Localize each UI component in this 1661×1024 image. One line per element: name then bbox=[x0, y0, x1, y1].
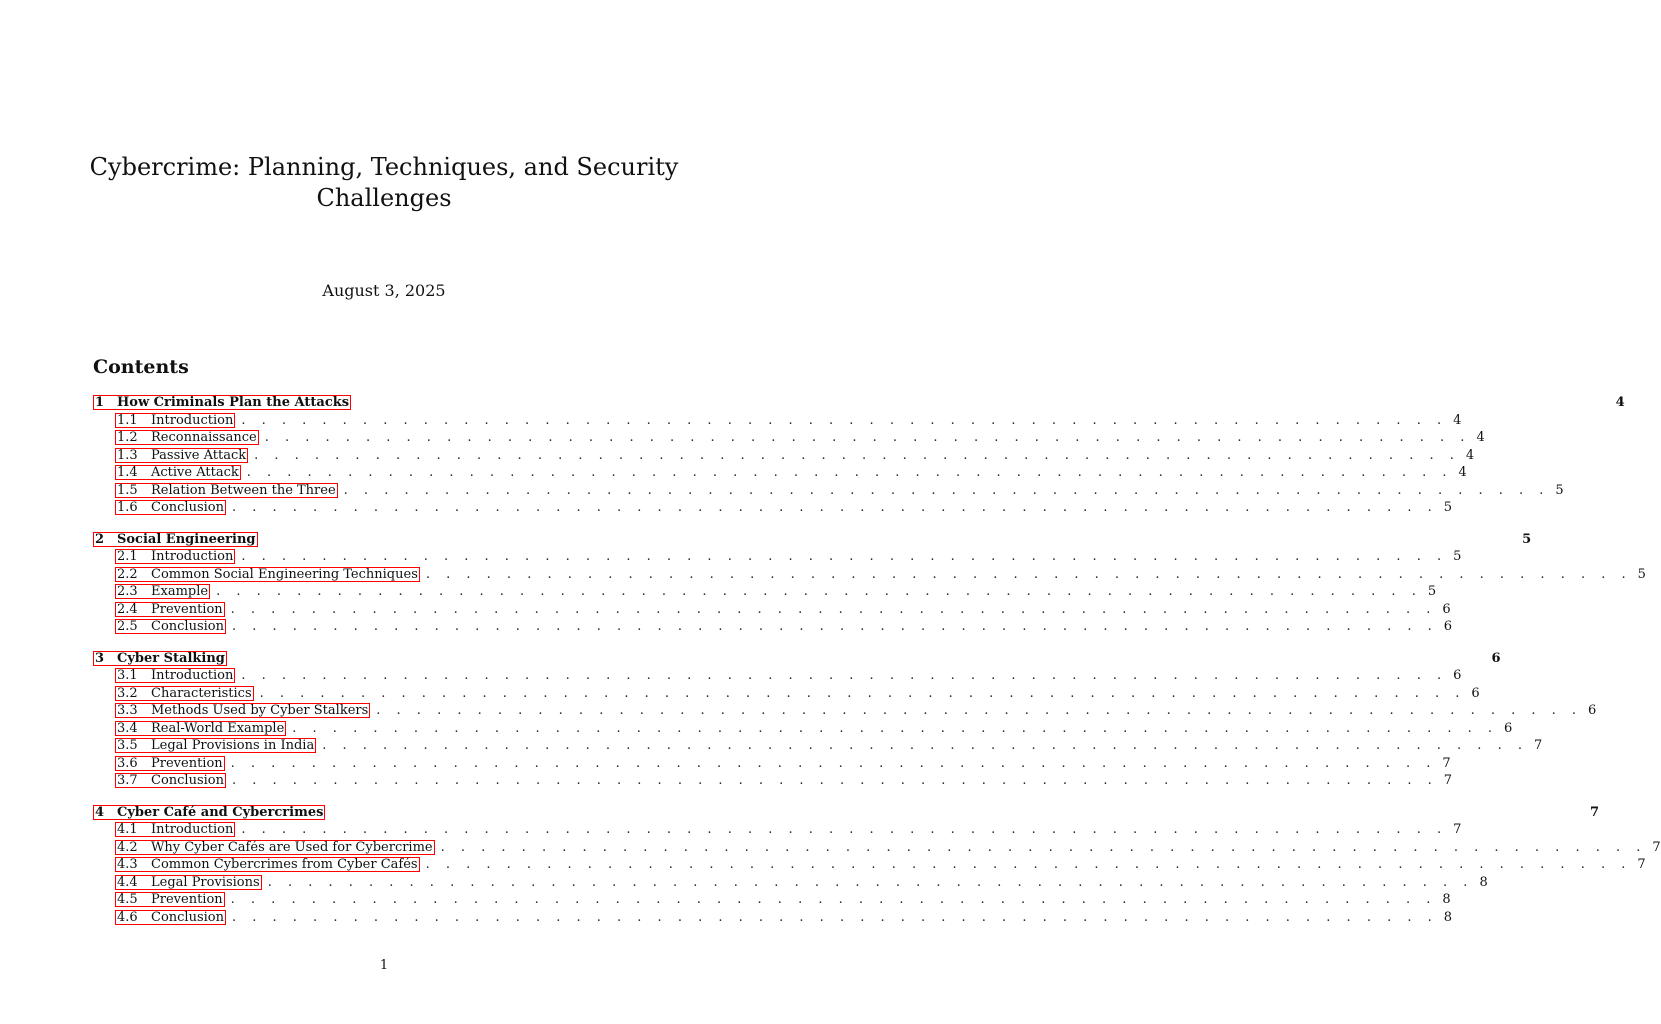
toc-section-page: 5 bbox=[1522, 531, 1532, 547]
toc-section-page: 7 bbox=[1590, 804, 1600, 820]
toc-leader: . . . . . . . . . . . . . . . . . . . . . . . . . . . . . . . . . . . . . . . . . . . . . . . . . . . . . . . . . . . . bbox=[232, 619, 1438, 634]
toc-subsection-row bbox=[93, 465, 1467, 483]
toc-subsection-page: 7 bbox=[1637, 857, 1646, 872]
toc-subsection-row bbox=[93, 412, 1462, 431]
page-number: 1 bbox=[379, 958, 389, 973]
toc-leader: . . . . . . . . . . . . . . . . . . . . . . . . . . . . . . . . . . . . . . . . . . . . . . . . . . . . . . . . . . . . bbox=[230, 755, 1437, 771]
toc-section-link[interactable] bbox=[93, 805, 325, 820]
toc-subsection-title: Introduction bbox=[151, 549, 234, 564]
toc-subsection-link[interactable] bbox=[115, 686, 254, 701]
toc-subsection-number: 3.1 bbox=[117, 668, 138, 683]
toc-subsection-title: Reconnaissance bbox=[151, 430, 257, 445]
toc-subsection-number: 3.4 bbox=[117, 720, 138, 736]
toc-leader: . . . . . . . . . . . . . . . . . . . . . . . . . . . . . . . . . . . . . . . . . . . . . . . . . . . . . . . . . . . . bbox=[241, 822, 1448, 837]
toc-section-title: Cyber Café and Cybercrimes bbox=[117, 804, 324, 820]
toc-leader: . . . . . . . . . . . . . . . . . . . . . . . . . . . . . . . . . . . . . . . . . . . . . . . . . . . . . . . . . . . . bbox=[264, 430, 1471, 445]
toc-subsection-number: 4.3 bbox=[117, 857, 138, 872]
toc-subsection-row bbox=[93, 857, 1646, 875]
toc-subsection-number: 2.1 bbox=[117, 549, 138, 564]
toc-subsection-title: Example bbox=[151, 584, 209, 599]
toc-subsection-link[interactable] bbox=[115, 892, 225, 907]
toc-subsection-title: Conclusion bbox=[151, 619, 224, 634]
toc-subsection-row bbox=[93, 909, 1453, 928]
toc-subsection-title: Conclusion bbox=[151, 773, 224, 788]
toc-section bbox=[93, 804, 1661, 928]
toc-subsection-page: 4 bbox=[1453, 412, 1462, 428]
toc-subsection-title: Characteristics bbox=[151, 685, 252, 701]
toc-section-number: 3 bbox=[95, 650, 105, 666]
toc-subsection-row bbox=[93, 720, 1513, 739]
toc-subsection-link[interactable] bbox=[115, 822, 235, 837]
toc-subsection-title: Methods Used by Cyber Stalkers bbox=[151, 703, 369, 718]
toc-subsection-title: Common Cybercrimes from Cyber Cafés bbox=[151, 857, 418, 872]
toc-subsection-number: 2.4 bbox=[117, 601, 138, 617]
toc-subsection-row bbox=[93, 755, 1451, 774]
toc-section-row bbox=[93, 804, 1600, 823]
toc-section-row bbox=[93, 395, 1625, 413]
toc-subsection-title: Introduction bbox=[151, 412, 234, 428]
toc-section-link[interactable] bbox=[93, 532, 258, 547]
toc-leader: . . . . . . . . . . . . . . . . . . . . . . . . . . . . . . . . . . . . . . . . . . . . . . . . . . . . . . . . . . . . bbox=[232, 773, 1438, 788]
toc-section-title: Cyber Stalking bbox=[117, 650, 225, 666]
toc-subsection-row bbox=[93, 430, 1485, 448]
toc-section-number: 4 bbox=[95, 804, 105, 820]
toc-subsection-page: 4 bbox=[1458, 465, 1467, 480]
toc-subsection-link[interactable] bbox=[115, 738, 316, 753]
toc-subsection-page: 7 bbox=[1442, 755, 1451, 771]
toc-subsection-number: 1.6 bbox=[117, 500, 138, 515]
toc-section-row bbox=[93, 650, 1501, 669]
toc-subsection-row bbox=[93, 619, 1453, 637]
toc-leader: . . . . . . . . . . . . . . . . . . . . . . . . . . . . . . . . . . . . . . . . . . . . . . . . . . . . . . . . . . . . bbox=[216, 584, 1422, 599]
toc-subsection-page: 8 bbox=[1479, 874, 1488, 890]
toc-subsection-number: 1.2 bbox=[117, 430, 138, 445]
toc-subsection-number: 1.5 bbox=[117, 482, 138, 498]
toc-section-page: 6 bbox=[1491, 650, 1501, 666]
toc-section-link[interactable] bbox=[93, 395, 351, 410]
toc-subsection-link[interactable] bbox=[115, 910, 226, 925]
toc-subsection-row bbox=[93, 482, 1564, 501]
toc-subsection-title: Legal Provisions in India bbox=[151, 738, 315, 753]
toc-leader: . . . . . . . . . . . . . . . . . . . . . . . . . . . . . . . . . . . . . . . . . . . . . . . . . . . . . . . . . . . . bbox=[425, 857, 1632, 872]
toc-leader: . . . . . . . . . . . . . . . . . . . . . . . . . . . . . . . . . . . . . . . . . . . . . . . . . . . . . . . . . . . . bbox=[440, 839, 1647, 855]
toc-leader: . . . . . . . . . . . . . . . . . . . . . . . . . . . . . . . . . . . . . . . . . . . . . . . . . . . . . . . . . . . . bbox=[230, 892, 1437, 907]
toc-leader: . . . . . . . . . . . . . . . . . . . . . . . . . . . . . . . . . . . . . . . . . . . . . . . . . . . . . . . . . . . . bbox=[343, 482, 1550, 498]
toc-subsection-page: 4 bbox=[1465, 447, 1475, 463]
toc-section-link[interactable] bbox=[93, 651, 227, 666]
toc-subsection-row bbox=[93, 703, 1597, 721]
toc-subsection-page: 7 bbox=[1652, 839, 1661, 855]
toc-subsection-link[interactable] bbox=[115, 549, 235, 564]
toc-section-page: 4 bbox=[1615, 395, 1625, 410]
toc-section-number: 1 bbox=[95, 395, 105, 410]
toc-subsection-page: 7 bbox=[1533, 738, 1543, 753]
toc-leader: . . . . . . . . . . . . . . . . . . . . . . . . . . . . . . . . . . . . . . . . . . . . . . . . . . . . . . . . . . . . bbox=[425, 566, 1632, 582]
toc-subsection-page: 5 bbox=[1555, 482, 1564, 498]
toc-subsection-row bbox=[93, 500, 1453, 518]
toc-subsection-link[interactable] bbox=[115, 756, 225, 771]
toc-subsection-row bbox=[93, 549, 1462, 567]
toc-leader: . . . . . . . . . . . . . . . . . . . . . . . . . . . . . . . . . . . . . . . . . . . . . . . . . . . . . . . . . . . . bbox=[322, 738, 1528, 753]
toc-subsection-title: Introduction bbox=[151, 822, 234, 837]
toc-subsection-page: 7 bbox=[1453, 822, 1462, 837]
toc-section-title: Social Engineering bbox=[117, 531, 256, 547]
toc-subsection-row bbox=[93, 773, 1453, 791]
toc-subsection-title: Why Cyber Cafés are Used for Cybercrime bbox=[151, 839, 433, 855]
toc-subsection-link[interactable] bbox=[115, 857, 420, 872]
toc-subsection-row bbox=[93, 874, 1488, 893]
toc-subsection-number: 2.5 bbox=[117, 619, 138, 634]
document-date: August 3, 2025 bbox=[322, 281, 446, 300]
toc-subsection-title: Conclusion bbox=[151, 909, 224, 925]
toc-subsection-page: 4 bbox=[1476, 430, 1485, 445]
toc-subsection-link[interactable] bbox=[115, 703, 370, 718]
toc-subsection-title: Prevention bbox=[151, 601, 223, 617]
toc-subsection-number: 3.6 bbox=[117, 755, 138, 771]
toc-subsection-link[interactable] bbox=[115, 840, 435, 855]
toc-subsection-title: Conclusion bbox=[151, 500, 224, 515]
toc-leader: . . . . . . . . . . . . . . . . . . . . . . . . . . . . . . . . . . . . . . . . . . . . . . . . . . . . . . . . . . . . bbox=[292, 720, 1499, 736]
toc-subsection-row bbox=[93, 566, 1646, 585]
toc-subsection-link[interactable] bbox=[115, 619, 226, 634]
toc-subsection-page: 5 bbox=[1453, 549, 1462, 564]
toc-subsection-number: 4.2 bbox=[117, 839, 138, 855]
toc-subsection-title: Introduction bbox=[151, 668, 234, 683]
toc-subsection-number: 3.2 bbox=[117, 685, 138, 701]
toc-subsection-link[interactable] bbox=[115, 721, 286, 736]
toc-subsection-link[interactable] bbox=[115, 500, 226, 515]
toc-subsection-link[interactable] bbox=[115, 668, 235, 683]
toc-section-row bbox=[93, 531, 1532, 550]
toc-leader: . . . . . . . . . . . . . . . . . . . . . . . . . . . . . . . . . . . . . . . . . . . . . . . . . . . . . . . . . . . . bbox=[232, 909, 1438, 925]
toc-subsection-number: 1.4 bbox=[117, 465, 138, 480]
toc-subsection-page: 7 bbox=[1443, 773, 1453, 788]
toc-subsection-page: 6 bbox=[1504, 720, 1513, 736]
toc-subsection-page: 5 bbox=[1637, 566, 1646, 582]
toc-leader: . . . . . . . . . . . . . . . . . . . . . . . . . . . . . . . . . . . . . . . . . . . . . . . . . . . . . . . . . . . . bbox=[241, 412, 1448, 428]
toc-subsection-number: 4.5 bbox=[117, 892, 138, 907]
toc-subsection-page: 8 bbox=[1442, 892, 1451, 907]
toc-leader: . . . . . . . . . . . . . . . . . . . . . . . . . . . . . . . . . . . . . . . . . . . . . . . . . . . . . . . . . . . . bbox=[230, 601, 1437, 617]
toc-subsection-link[interactable] bbox=[115, 567, 420, 582]
toc-leader: . . . . . . . . . . . . . . . . . . . . . . . . . . . . . . . . . . . . . . . . . . . . . . . . . . . . . . . . . . . . bbox=[267, 874, 1474, 890]
toc-leader: . . . . . . . . . . . . . . . . . . . . . . . . . . . . . . . . . . . . . . . . . . . . . . . . . . . . . . . . . . . . bbox=[376, 703, 1583, 718]
contents-heading: Contents bbox=[93, 356, 189, 378]
toc-subsection-number: 3.5 bbox=[117, 738, 138, 753]
toc-subsection-number: 2.3 bbox=[117, 584, 138, 599]
toc-subsection-title: Active Attack bbox=[151, 465, 239, 480]
toc-subsection-page: 8 bbox=[1443, 909, 1453, 925]
toc-section-title: How Criminals Plan the Attacks bbox=[117, 395, 350, 410]
toc-subsection-page: 6 bbox=[1588, 703, 1597, 718]
toc-leader: . . . . . . . . . . . . . . . . . . . . . . . . . . . . . . . . . . . . . . . . . . . . . . . . . . . . . . . . . . . . bbox=[241, 549, 1448, 564]
toc-subsection-row bbox=[93, 447, 1475, 466]
toc-subsection-row bbox=[93, 584, 1437, 602]
toc-subsection-link[interactable] bbox=[115, 430, 259, 445]
toc-subsection-link[interactable] bbox=[115, 483, 338, 498]
toc-leader: . . . . . . . . . . . . . . . . . . . . . . . . . . . . . . . . . . . . . . . . . . . . . . . . . . . . . . . . . . . . bbox=[259, 685, 1466, 701]
toc-leader: . . . . . . . . . . . . . . . . . . . . . . . . . . . . . . . . . . . . . . . . . . . . . . . . . . . . . . . . . . . . bbox=[232, 500, 1438, 515]
table-of-contents bbox=[93, 395, 1661, 941]
toc-subsection-title: Real-World Example bbox=[151, 720, 285, 736]
toc-subsection-page: 6 bbox=[1443, 619, 1453, 634]
toc-subsection-number: 1.3 bbox=[117, 447, 138, 463]
toc-subsection-link[interactable] bbox=[115, 773, 226, 788]
toc-subsection-page: 6 bbox=[1442, 601, 1451, 617]
toc-subsection-row bbox=[93, 668, 1462, 686]
title-line-1: Cybercrime: Planning, Techniques, and Security bbox=[89, 153, 679, 181]
toc-subsection-title: Prevention bbox=[151, 755, 223, 771]
toc-subsection-number: 4.4 bbox=[117, 874, 138, 890]
toc-leader: . . . . . . . . . . . . . . . . . . . . . . . . . . . . . . . . . . . . . . . . . . . . . . . . . . . . . . . . . . . . bbox=[241, 668, 1448, 683]
toc-subsection-number: 4.1 bbox=[117, 822, 138, 837]
toc-subsection-link[interactable] bbox=[115, 465, 241, 480]
toc-subsection-row bbox=[93, 822, 1462, 840]
toc-subsection-link[interactable] bbox=[115, 602, 225, 617]
toc-subsection-page: 5 bbox=[1443, 500, 1453, 515]
toc-subsection-row bbox=[93, 892, 1451, 910]
toc-subsection-title: Prevention bbox=[151, 892, 223, 907]
toc-subsection-link[interactable] bbox=[115, 448, 248, 463]
toc-subsection-row bbox=[93, 738, 1543, 756]
toc-section bbox=[93, 395, 1625, 518]
toc-subsection-link[interactable] bbox=[115, 875, 262, 890]
document-title bbox=[0, 152, 768, 214]
toc-subsection-title: Relation Between the Three bbox=[151, 482, 336, 498]
toc-section bbox=[93, 650, 1597, 791]
toc-subsection-number: 4.6 bbox=[117, 909, 138, 925]
toc-section bbox=[93, 531, 1646, 637]
toc-subsection-number: 3.3 bbox=[117, 703, 138, 718]
toc-subsection-page: 6 bbox=[1471, 685, 1480, 701]
toc-subsection-title: Common Social Engineering Techniques bbox=[151, 566, 418, 582]
toc-leader: . . . . . . . . . . . . . . . . . . . . . . . . . . . . . . . . . . . . . . . . . . . . . . . . . . . . . . . . . . . . bbox=[254, 447, 1460, 463]
toc-subsection-row bbox=[93, 685, 1480, 704]
toc-subsection-link[interactable] bbox=[115, 584, 210, 599]
toc-section-number: 2 bbox=[95, 531, 105, 547]
title-line-2: Challenges bbox=[316, 184, 452, 212]
toc-subsection-row bbox=[93, 839, 1661, 858]
toc-subsection-row bbox=[93, 601, 1451, 620]
toc-subsection-number: 2.2 bbox=[117, 566, 138, 582]
toc-leader: . . . . . . . . . . . . . . . . . . . . . . . . . . . . . . . . . . . . . . . . . . . . . . . . . . . . . . . . . . . . bbox=[246, 465, 1453, 480]
toc-subsection-number: 3.7 bbox=[117, 773, 138, 788]
toc-subsection-title: Legal Provisions bbox=[151, 874, 260, 890]
toc-subsection-page: 5 bbox=[1427, 584, 1437, 599]
toc-subsection-page: 6 bbox=[1453, 668, 1462, 683]
toc-subsection-title: Passive Attack bbox=[151, 447, 247, 463]
toc-subsection-number: 1.1 bbox=[117, 412, 138, 428]
toc-subsection-link[interactable] bbox=[115, 413, 235, 428]
